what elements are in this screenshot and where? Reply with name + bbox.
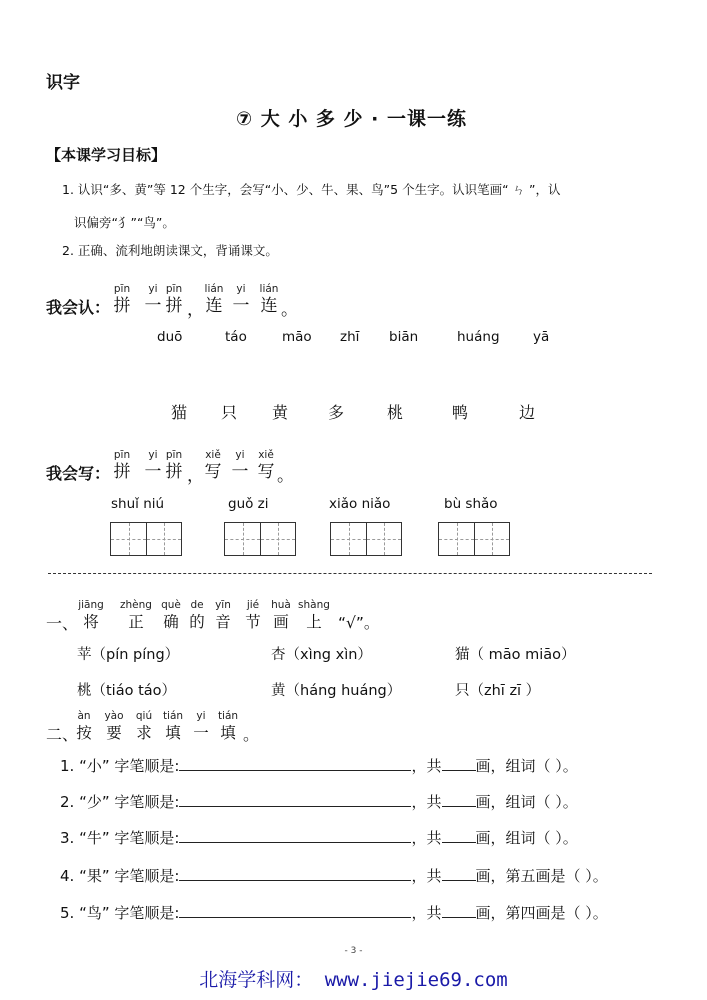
row-char: “少” [79,793,110,811]
write-pinyin: shuǐ niú [111,496,165,512]
ruby-char: pīn 拼 [165,283,183,316]
period: 。 [281,300,298,320]
pinyin-choice[interactable]: 杏（xìng xìn） [271,647,372,663]
row-hua: 画， [475,793,506,811]
pinyin-choice[interactable]: 黄（háng huáng） [271,683,402,699]
stroke-order-row [60,902,608,923]
stroke-order-row [60,827,578,848]
row-number: 4. [60,867,75,885]
row-number: 1. [60,757,75,775]
row-label: 字笔顺是: [114,904,180,922]
row-gong: ，共 [411,829,442,847]
row-tail: 组词（ ）。 [505,757,578,775]
writing-grid-xiaoniao[interactable] [330,522,402,556]
stroke-order-blank[interactable] [179,756,411,771]
ruby-char: jiāng 将 [78,599,104,631]
writing-grid-bushao[interactable] [438,522,510,556]
ruby-char: de 的 [189,599,205,631]
stroke-count-blank[interactable] [442,756,476,771]
q2-number: 二、 [46,725,79,744]
ruby-char: yīn 音 [215,599,231,631]
hanzi-char: 鸭 [452,403,469,422]
row-tail: 组词（ ）。 [505,829,578,847]
stroke-order-blank[interactable] [179,866,411,881]
hanzi-char: 猫 [171,403,188,422]
hanzi-char: 桃 [387,403,404,422]
hanzi-char: 多 [328,403,345,422]
ruby-char: lián 连 [259,283,279,316]
stroke-order-row [60,865,608,886]
write-label: 我会写： [46,464,111,483]
write-pinyin: guǒ zi [228,496,269,512]
ruby-char: xiě 写 [257,449,275,482]
ruby-char: yi 一 [231,449,249,482]
q1-number: 一、 [46,614,79,633]
stroke-order-row [60,791,578,812]
ruby-char: jié 节 [245,599,261,631]
comma: ， [187,300,204,320]
ruby-char: yào 要 [104,710,124,742]
pinyin-word: zhī [340,329,360,345]
stroke-order-blank[interactable] [179,792,411,807]
row-gong: ，共 [411,904,442,922]
ruby-char: què 确 [161,599,181,631]
page-title: ⑦ 大 小 多 少 · 一课一练 [236,108,467,130]
period: 。 [277,466,294,486]
goals-heading: 【本课学习目标】 [46,146,167,164]
ruby-char: pīn 拼 [113,449,131,482]
stroke-count-blank[interactable] [442,792,476,807]
pinyin-choice[interactable]: 苹（pín píng） [77,647,180,663]
ruby-char: lián 连 [204,283,224,316]
ruby-char: tián 填 [217,710,239,742]
pinyin-word: biān [389,329,419,345]
ruby-char: tián 填 [162,710,184,742]
pinyin-word: yā [533,329,550,345]
row-char: “牛” [79,829,110,847]
ruby-char: pīn 拼 [165,449,183,482]
write-pinyin: bù shǎo [444,496,498,512]
stroke-order-blank[interactable] [179,903,411,918]
pinyin-word: māo [282,329,312,345]
goal-item-1-cont: 识偏旁“犭”“鸟”。 [74,215,175,230]
section-divider [48,573,652,574]
ruby-char: yi 一 [144,283,162,316]
row-char: “鸟” [79,904,110,922]
ruby-char: zhèng 正 [120,599,152,631]
row-gong: ，共 [411,757,442,775]
recognize-label: 我会认： [46,298,111,317]
stroke-count-blank[interactable] [442,866,476,881]
row-label: 字笔顺是: [114,829,180,847]
pinyin-choice[interactable]: 桃（tiáo táo） [77,683,177,699]
ruby-char: shàng 上 [298,599,330,631]
stroke-count-blank[interactable] [442,828,476,843]
goal-item-1: 1. 认识“多、黄”等 12 个生字，会写“小、少、牛、果、鸟”5 个生字。认识笔画“ ㄣ ”，认 [62,182,561,197]
row-hua: 画， [475,904,506,922]
pinyin-choice[interactable]: 只（zhī zī ） [455,683,541,699]
hanzi-char: 只 [221,403,238,422]
row-hua: 画， [475,867,506,885]
site-watermark: 北海学科网： www.jiejie69.com [199,969,508,991]
comma: ， [187,466,204,486]
ruby-char: yi 一 [144,449,162,482]
row-label: 字笔顺是: [114,793,180,811]
writing-grid-guozi[interactable] [224,522,296,556]
ruby-char: xiě 写 [204,449,222,482]
ruby-char: pīn 拼 [113,283,131,316]
row-label: 字笔顺是: [114,757,180,775]
ruby-char: qiú 求 [135,710,153,742]
row-char: “小” [79,757,110,775]
row-gong: ，共 [411,867,442,885]
row-hua: 画， [475,757,506,775]
ruby-char: àn 按 [76,710,92,742]
ruby-char: huà 画 [271,599,291,631]
pinyin-choice[interactable]: 猫（ māo miāo） [455,647,576,663]
write-pinyin: xiǎo niǎo [329,496,391,512]
pinyin-word: huáng [457,329,500,345]
pinyin-word: táo [225,329,247,345]
row-number: 3. [60,829,75,847]
writing-grid-shuiniu[interactable] [110,522,182,556]
row-number: 2. [60,793,75,811]
hanzi-char: 黄 [272,403,289,422]
stroke-order-row [60,755,578,776]
period: 。 [243,725,260,744]
row-gong: ，共 [411,793,442,811]
row-label: 字笔顺是: [114,867,180,885]
stroke-order-blank[interactable] [179,828,411,843]
row-tail: 第四画是（ ）。 [505,904,608,922]
ruby-char: yi 一 [232,283,250,316]
row-number: 5. [60,904,75,922]
row-tail: 第五画是（ ）。 [505,867,608,885]
hanzi-char: 边 [519,403,536,422]
ruby-char: yi 一 [193,710,209,742]
row-char: “果” [79,867,110,885]
goal-item-2: 2. 正确、流利地朗读课文，背诵课文。 [62,243,278,258]
row-tail: 组词（ ）。 [505,793,578,811]
section-label: 识字 [46,73,80,93]
row-hua: 画， [475,829,506,847]
stroke-count-blank[interactable] [442,903,476,918]
pinyin-word: duō [157,329,183,345]
q1-suffix: “√”。 [338,614,380,632]
page-number: - 3 - [344,946,363,956]
